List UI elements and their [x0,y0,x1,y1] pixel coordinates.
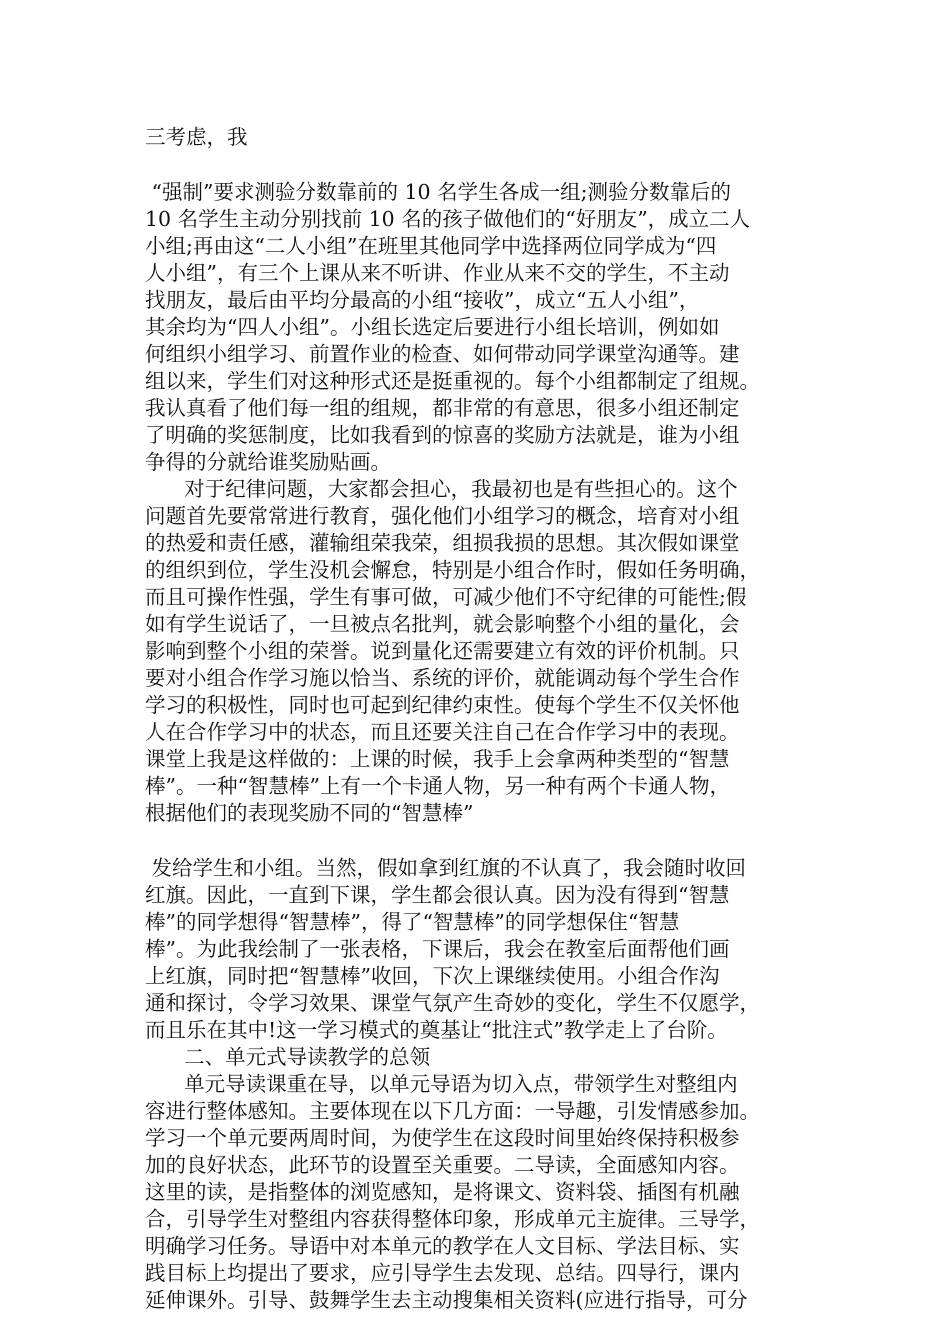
text-line: 小组;再由这“二人小组”在班里其他同学中选择两位同学成为“四 [145,234,717,258]
text-line: 而且可操作性强，学生有事可做，可减少他们不守纪律的可能性;假 [145,585,747,609]
text-line: 组以来，学生们对这种形式还是挺重视的。每个小组都制定了组规。 [145,369,760,393]
text-line: 10 名学生主动分别找前 10 名的孩子做他们的“好朋友”，成立二人 [145,207,751,231]
text-line: 棒”。一种“智慧棒”上有一个卡通人物，另一种有两个卡通人物， [145,774,730,798]
text-line: 上红旗，同时把“智慧棒”收回，下次上课继续使用。小组合作沟 [145,964,720,988]
text-line: 学习一个单元要两周时间，为使学生在这段时间里始终保持积极参 [145,1126,740,1150]
text-line: 明确学习任务。导语中对本单元的教学在人文目标、学法目标、实 [145,1234,740,1258]
text-line: 对于纪律问题，大家都会担心，我最初也是有些担心的。这个 [145,477,738,501]
text-line: 学习的积极性，同时也可起到纪律约束性。使每个学生不仅关怀他 [145,693,740,717]
text-line: 这里的读，是指整体的浏览感知，是将课文、资料袋、插图有机融 [145,1180,740,1204]
text-line: 三考虑，我 [145,125,248,149]
text-line: 人在合作学习中的状态，而且还要关注自己在合作学习中的表现。 [145,720,740,744]
text-line: 践目标上均提出了要求，应引导学生去发现、总结。四导行，课内 [145,1261,740,1285]
text-line: 根据他们的表现奖励不同的“智慧棒” [145,801,474,825]
text-line: 棒”的同学想得“智慧棒”，得了“智慧棒”的同学想保住“智慧 [145,910,680,934]
blank-line [145,827,805,855]
text-line: 合，引导学生对整组内容获得整体印象，形成单元主旋律。三导学， [145,1207,760,1231]
text-line: 容进行整体感知。主要体现在以下几方面：一导趣，引发情感参加。 [145,1099,760,1123]
blank-line [145,151,805,179]
document-body [145,124,805,1314]
text-line: 何组织小组学习、前置作业的检查、如何带动同学课堂沟通等。建 [145,342,740,366]
text-line: 争得的分就给谁奖励贴画。 [145,450,391,474]
text-line: 延伸课外。引导、鼓舞学生去主动搜集相关资料(应进行指导，可分 [145,1288,748,1312]
text-line: 红旗。因此，一直到下课，学生都会很认真。因为没有得到“智慧 [145,883,730,907]
text-line: “强制”要求测验分数靠前的 10 名学生各成一组;测验分数靠后的 [145,180,732,204]
text-line: 我认真看了他们每一组的组规，都非常的有意思，很多小组还制定 [145,396,740,420]
text-line: 单元导读课重在导，以单元导语为切入点，带领学生对整组内 [145,1072,738,1096]
text-line: 人小组”，有三个上课从来不听讲、作业从来不交的学生，不主动 [145,261,730,285]
text-line: 找朋友，最后由平均分最高的小组“接收”，成立“五人小组”， [145,288,700,312]
text-line: 如有学生说话了，一旦被点名批判，就会影响整个小组的量化，会 [145,612,740,636]
text-line: 其余均为“四人小组”。小组长选定后要进行小组长培训，例如如 [145,315,720,339]
text-line: 的组织到位，学生没机会懈怠，特别是小组合作时，假如任务明确， [145,558,760,582]
text-line: 加的良好状态，此环节的设置至关重要。二导读，全面感知内容。 [145,1153,740,1177]
text-line: 了明确的奖惩制度，比如我看到的惊喜的奖励方法就是，谁为小组 [145,423,740,447]
text-line: 要对小组合作学习施以恰当、系统的评价，就能调动每个学生合作 [145,666,740,690]
text-line: 课堂上我是这样做的：上课的时候，我手上会拿两种类型的“智慧 [145,747,730,771]
text-line: 发给学生和小组。当然，假如拿到红旗的不认真了，我会随时收回 [145,856,747,880]
text-line: 的热爱和责任感，灌输组荣我荣，组损我损的思想。其次假如课堂 [145,531,740,555]
text-line: 棒”。为此我绘制了一张表格，下课后，我会在教室后面帮他们画 [145,937,730,961]
text-line: 而且乐在其中!这一学习模式的奠基让“批注式”教学走上了台阶。 [145,1018,728,1042]
section-heading: 二、单元式导读教学的总领 [145,1045,431,1069]
text-line: 通和探讨，令学习效果、课堂气氛产生奇妙的变化，学生不仅愿学， [145,991,760,1015]
text-line: 问题首先要常常进行教育，强化他们小组学习的概念，培育对小组 [145,504,740,528]
text-line: 影响到整个小组的荣誉。说到量化还需要建立有效的评价机制。只 [145,639,740,663]
